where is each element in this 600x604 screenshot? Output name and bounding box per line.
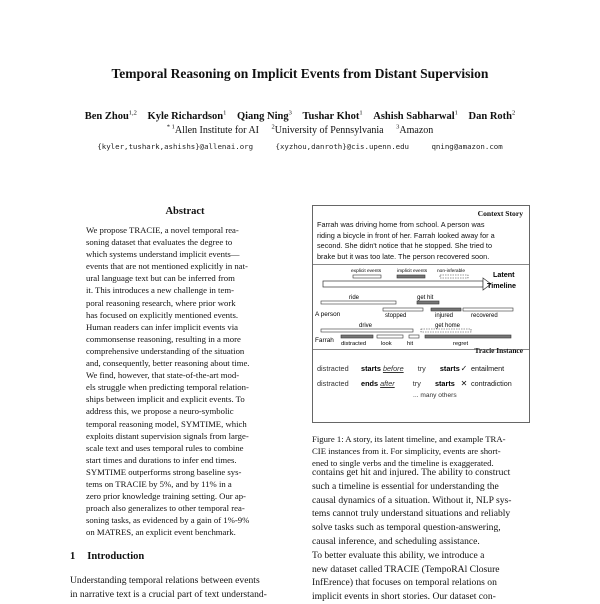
abstract-line: ural language text but can be inferred from	[86, 273, 235, 284]
context-line: brake but it was too late. The person recovered soon.	[317, 251, 490, 261]
introduction-text	[70, 574, 300, 601]
bar-injured	[431, 308, 461, 311]
text-line: tems cannot truly understand situations and reliably	[312, 508, 511, 520]
abstract-line: scale text and uses temporal rules to combine	[86, 442, 244, 453]
text-line: To better evaluate this ability, we introduce a	[312, 549, 485, 561]
text-line: causal inference, and scheduling assistance.	[312, 535, 480, 547]
instance-row: distracted ends after try starts	[317, 379, 455, 388]
event-regret: regret	[453, 341, 469, 347]
bar-drive	[321, 329, 413, 332]
abstract-line: and, consequently, better reasoning about time.	[86, 358, 250, 369]
text-line: such a timeline is essential for understanding the	[312, 480, 499, 492]
abstract-line: We propose TRACIE, a novel temporal rea-	[86, 225, 239, 235]
abstract-line: We find, however, that state-of-the-art mod-	[86, 370, 240, 381]
abstract-line: events that are not mentioned explicitly in nat-	[86, 261, 248, 272]
text-line: solve tasks such as temporal question-answering,	[312, 522, 501, 534]
bar-look	[377, 335, 403, 338]
abstract-line: soning tasks, as evidenced by a gain of 1%-9%	[86, 515, 250, 526]
author: Ashish Sabharwal$^1$	[373, 109, 458, 122]
contradiction-legend: ✕ contradiction	[460, 379, 512, 388]
text-line: Understanding temporal relations between events	[70, 575, 260, 586]
bar-distracted	[341, 335, 373, 338]
event-injured: injured	[435, 313, 454, 319]
bar-regret	[425, 335, 511, 338]
affiliation: $^{* 1}$Allen Institute for AI	[166, 124, 259, 137]
cross-icon: ✕	[460, 379, 468, 388]
abstract-line: tems on TRACIE by 5%, and by 11% in a	[86, 478, 232, 489]
text-line: causal dynamics of a situation. Without it, NLP sys-	[312, 494, 512, 506]
context-line: Farrah was driving home from school. A person was	[317, 220, 485, 229]
affiliations	[0, 124, 600, 136]
check-icon: ✓	[460, 364, 468, 373]
text-line: contains get hit and injured. The ability to construct	[312, 467, 511, 478]
email: qning@amazon.com	[431, 142, 503, 151]
event-distracted: distracted	[341, 341, 367, 347]
affiliation: $^2$University of Pennsylvania	[271, 124, 384, 137]
event-get-home: get home	[435, 323, 461, 329]
abstract-line: els struggle when predicting temporal relation-	[86, 382, 249, 393]
figure-caption	[312, 433, 532, 470]
legend-noninferable-label: non-inferable	[437, 269, 466, 274]
abstract-line: SYMTIME outperforms strong baseline sys-	[86, 466, 242, 477]
timeline-arrow	[323, 281, 483, 287]
abstract-line: address this, we propose a neuro-symbolic	[86, 406, 234, 417]
author: Qiang Ning$^3$	[236, 109, 292, 122]
bar-hit	[409, 335, 419, 338]
abstract-line: Human readers can infer implicit events via	[86, 321, 238, 332]
affiliation: $^3$Amazon	[396, 124, 434, 137]
event-get-hit: get hit	[417, 295, 434, 301]
abstract-line: start times and durations to infer end times.	[86, 454, 237, 465]
body-text-right	[312, 466, 534, 604]
abstract-line: proach also generalizes to other temporal rea-	[86, 503, 245, 514]
author: Ben Zhou$^{1,2}$	[84, 109, 137, 122]
abstract-line: on MATRES, an explicit event benchmark.	[86, 527, 236, 538]
event-drive: drive	[359, 323, 373, 329]
abstract-heading: Abstract	[165, 206, 205, 217]
entailment-legend: ✓ entailment	[460, 364, 505, 373]
email-list	[0, 142, 600, 151]
context-line: second. She didn't notice that he stopped. She tried to	[317, 241, 493, 250]
event-recovered: recovered	[471, 313, 498, 319]
bar-get-home	[421, 329, 471, 332]
figure-1	[312, 205, 530, 423]
bar-stopped	[383, 308, 423, 311]
instance-row: distracted starts before try starts	[317, 364, 460, 373]
text-line: InfErence) that focuses on temporal relations on	[312, 577, 497, 589]
abstract-line: which systems understand implicit events—	[86, 249, 240, 260]
caption-line: Figure 1: A story, its latent timeline, and example TRA-	[312, 434, 506, 444]
email: {xyzhou,danroth}@cis.upenn.edu	[275, 142, 410, 151]
abstract-line: soning dataset that evaluates the degree to	[86, 237, 233, 248]
legend-noninferable-swatch	[440, 275, 468, 278]
abstract-line: has focused on explicitly mentioned events.	[86, 309, 238, 320]
caption-line: ened to single verbs and the timeline is exaggerated.	[312, 458, 494, 469]
text-line: implicit events in short stories. Our dataset con-	[312, 591, 496, 603]
latent-label: Latent	[493, 270, 515, 279]
abstract-line: it. This introduces a new challenge in tem-	[86, 285, 234, 296]
context-story-text	[317, 220, 527, 262]
event-ride: ride	[349, 295, 360, 301]
text-line: in narrative text is a crucial part of text understand-	[70, 588, 267, 600]
abstract-line: temporal reasoning model, SYMTIME, which	[86, 418, 247, 429]
event-hit: hit	[407, 341, 414, 347]
many-others-note: ... many others	[413, 392, 457, 399]
author: Tushar Khot$^1$	[302, 109, 363, 122]
event-stopped: stopped	[385, 313, 407, 319]
timeline-label: Timeline	[487, 281, 517, 290]
abstract-line: ships between implicit and explicit events. To	[86, 394, 245, 405]
abstract-line: commonsense reasoning, resulting in a more	[86, 333, 241, 344]
legend-explicit-swatch	[353, 275, 381, 278]
author: Kyle Richardson$^1$	[147, 109, 227, 122]
author-list	[0, 109, 600, 122]
actor-farrah: Farrah	[315, 337, 334, 344]
legend-implicit-label: implicit events	[397, 269, 428, 274]
context-line: riding a bicycle in front of her. Farrah looked away for a	[317, 230, 495, 240]
abstract-line: exploits distant supervision signals from large-	[86, 430, 249, 441]
abstract-line: poral reasoning research, where prior work	[86, 297, 236, 308]
caption-line: CIE instances from it. For simplicity, events are short-	[312, 446, 501, 457]
section-heading: 1 Introduction	[70, 551, 145, 562]
timeline-diagram	[313, 264, 529, 349]
tracie-instance-label: Tracie Instance	[474, 346, 523, 355]
bar-get-hit	[417, 301, 439, 304]
paper-title: Temporal Reasoning on Implicit Events from Distant Supervision	[111, 66, 489, 81]
bar-recovered	[463, 308, 513, 311]
actor-person: A person	[315, 311, 341, 318]
event-look: look	[381, 341, 392, 347]
abstract-body	[86, 224, 282, 538]
abstract-line: zero prior knowledge training setting. Our ap-	[86, 491, 246, 502]
text-line: new dataset called TRACIE (TempoRAl Closure	[312, 563, 500, 575]
bar-ride	[321, 301, 396, 304]
author: Dan Roth$^2$	[468, 109, 516, 122]
abstract-line: comprehensive understanding of the situation	[86, 345, 245, 356]
email: {kyler,tushark,ashishs}@allenai.org	[97, 142, 254, 151]
legend-explicit-label: explicit events	[351, 269, 382, 274]
legend-implicit-swatch	[397, 275, 425, 278]
context-story-label: Context Story	[477, 209, 523, 218]
